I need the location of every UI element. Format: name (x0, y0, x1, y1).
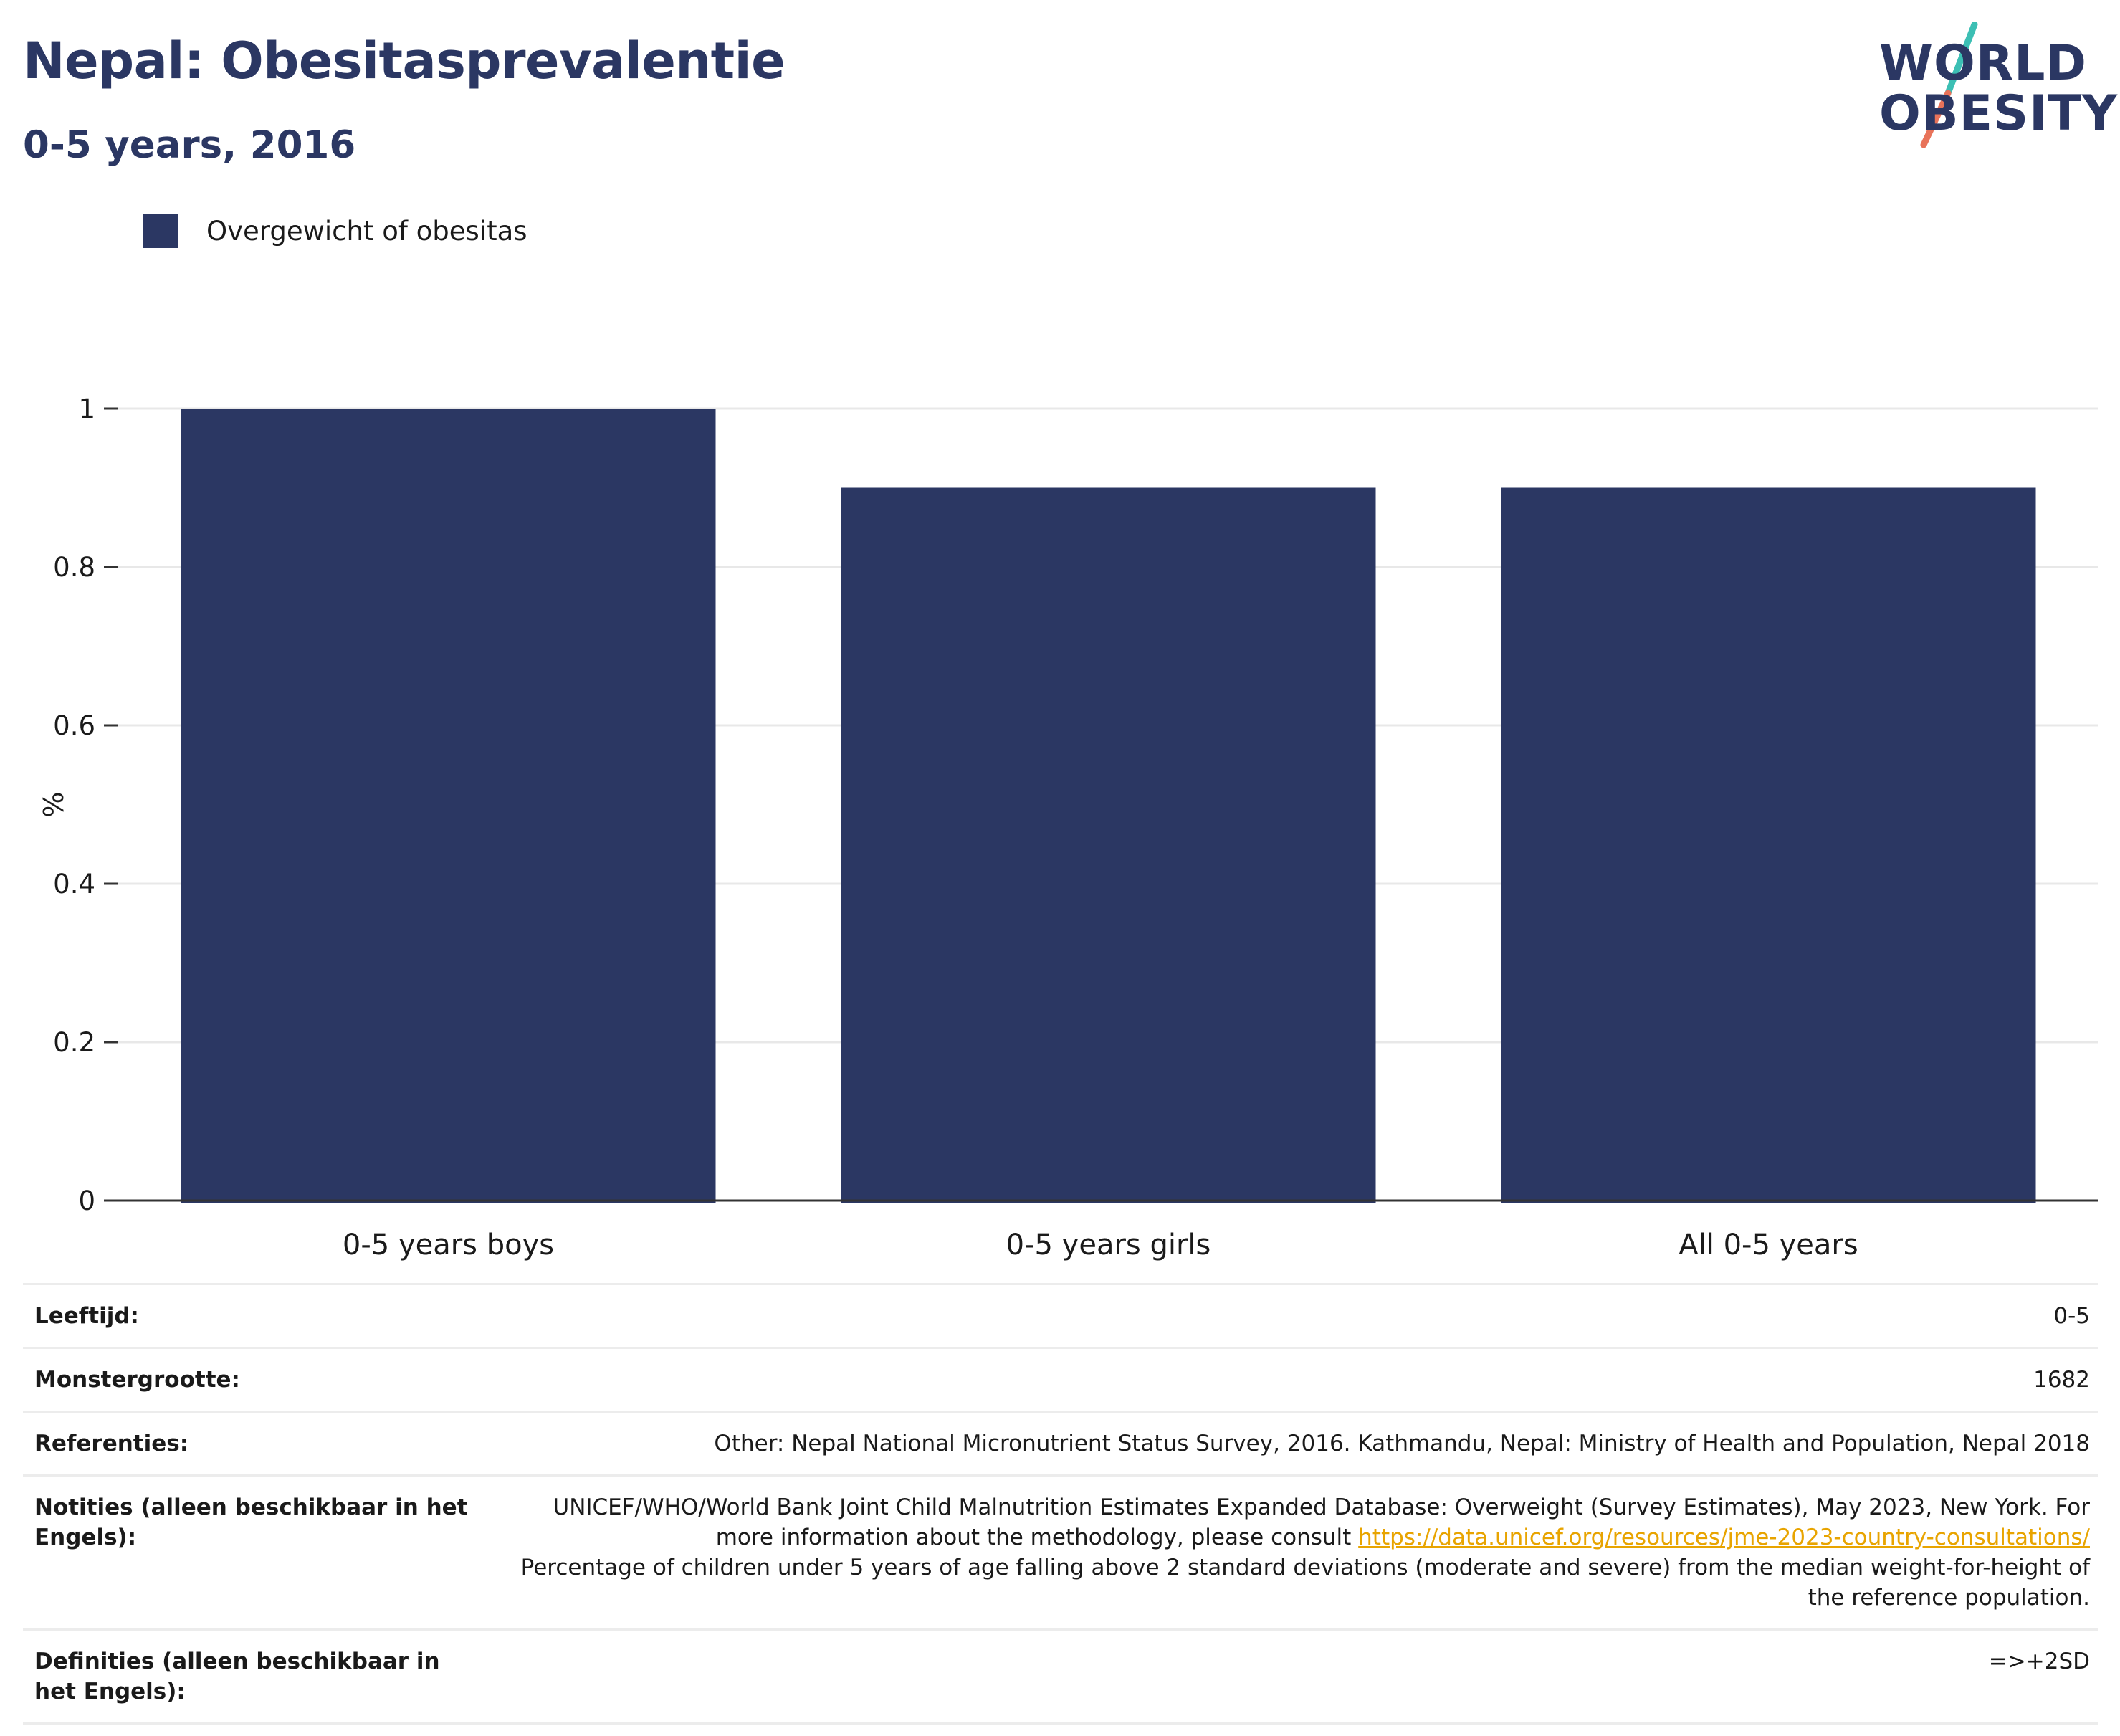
definitions-label: Definities (alleen beschikbaar in het Engels): (23, 1630, 487, 1724)
bars (181, 409, 2035, 1203)
references-value: Other: Nepal National Micronutrient Status Survey, 2016. Kathmandu, Nepal: Ministry of Health and Population, Nepal 2018 (487, 1412, 2098, 1476)
bar[interactable] (1501, 488, 2035, 1203)
y-tick-label: 0.6 (53, 710, 95, 741)
legend (143, 214, 527, 248)
notes-text: UNICEF/WHO/World Bank Joint Child Malnutrition Estimates Expanded Database: Overweight (Survey Estimates), May 2023, New York. For more information about the methodology, please consult (553, 1494, 2090, 1550)
y-axis-label: % (37, 791, 68, 818)
definitions-value: =>+2SD (487, 1630, 2098, 1724)
bar[interactable] (841, 488, 1375, 1203)
world-obesity-logo (1863, 22, 2118, 151)
references-label: Referenties: (23, 1412, 487, 1476)
x-tick-label: 0-5 years boys (342, 1229, 555, 1262)
y-tick-label: 1 (78, 394, 95, 424)
notes-label: Notities (alleen beschikbaar in het Engels): (23, 1476, 487, 1630)
x-tick-labels (343, 1229, 1858, 1262)
x-tick-label: 0-5 years girls (1006, 1229, 1211, 1262)
info-table (23, 1283, 2098, 1725)
sample-size-value: 1682 (487, 1348, 2098, 1412)
bar-chart (0, 344, 2120, 1262)
info-row-age (23, 1284, 2098, 1348)
logo-text-obesity: OBESITY (1879, 85, 2118, 142)
chart-subtitle: 0-5 years, 2016 (23, 123, 356, 167)
sample-size-label: Monstergrootte: (23, 1348, 487, 1412)
age-label: Leeftijd: (23, 1284, 487, 1348)
methodology-link[interactable]: https://data.unicef.org/resources/jme-2023-country-consultations/ (1358, 1525, 2090, 1550)
legend-label: Overgewicht of obesitas (206, 215, 527, 247)
notes-value (487, 1476, 2098, 1630)
info-row-sample (23, 1348, 2098, 1412)
logo-text-world: WORLD (1879, 35, 2087, 92)
y-tick-label: 0.4 (53, 869, 95, 900)
y-tick-label: 0 (78, 1186, 95, 1216)
chart-title: Nepal: Obesitasprevalentie (23, 32, 786, 90)
y-tick-label: 0.2 (53, 1027, 95, 1058)
x-tick-label: All 0-5 years (1679, 1229, 1858, 1262)
info-row-notes (23, 1476, 2098, 1630)
age-value: 0-5 (487, 1284, 2098, 1348)
notes-definition-text: Percentage of children under 5 years of age falling above 2 standard deviations (moderate and severe) from the median weight-for-height of the reference population. (520, 1555, 2090, 1611)
info-row-references (23, 1412, 2098, 1476)
bar[interactable] (181, 409, 715, 1203)
y-tick-label: 0.8 (53, 552, 95, 583)
legend-swatch (143, 214, 178, 248)
info-row-definitions (23, 1630, 2098, 1724)
